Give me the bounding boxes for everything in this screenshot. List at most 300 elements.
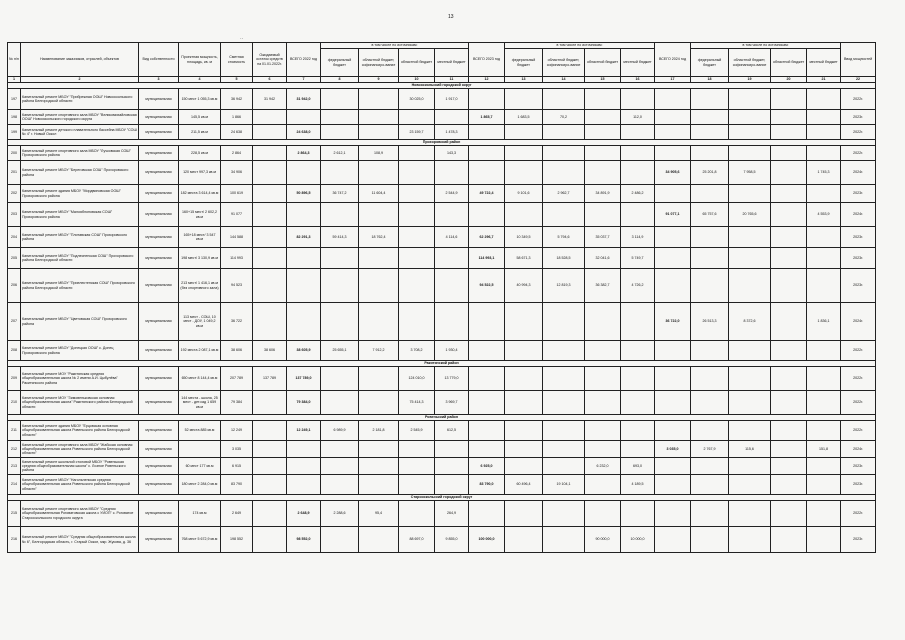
table-cell: [621, 303, 655, 341]
object-name: Капитальный ремонт здания МБОУ "Ерцовская основная общеобразовательная школа Ровеньского района Белгородской области": [21, 421, 139, 441]
row-number: 210: [8, 391, 21, 415]
table-cell: 34 905,6: [655, 161, 691, 185]
table-cell: 94 522,5: [469, 269, 505, 303]
table-cell: 65 757,6: [691, 203, 729, 227]
table-cell: [807, 110, 841, 125]
table-cell: 2 486,2: [621, 185, 655, 203]
table-cell: 38 606: [253, 341, 287, 361]
row-number: 200: [8, 146, 21, 161]
table-cell: 1 836,1: [807, 303, 841, 341]
table-row: [8, 475, 876, 495]
table-cell: [469, 441, 505, 458]
table-cell: [543, 161, 585, 185]
table-header: [8, 43, 876, 83]
table-cell: 12 249,1: [287, 421, 321, 441]
table-cell: 174 кв.м: [179, 501, 221, 527]
table-cell: [771, 475, 807, 495]
table-cell: 228,5 кв.м: [179, 146, 221, 161]
table-cell: муниципальная: [139, 475, 179, 495]
table-cell: [729, 185, 771, 203]
table-row: [8, 303, 876, 341]
table-cell: [655, 248, 691, 269]
table-cell: 1 865,7: [469, 110, 505, 125]
table-cell: [543, 303, 585, 341]
table-cell: [359, 303, 399, 341]
table-row: [8, 203, 876, 227]
table-cell: [359, 367, 399, 391]
table-cell: 75 414,3: [399, 391, 435, 415]
table-cell: 650 мест 8 144,4 кв.м: [179, 367, 221, 391]
table-cell: [729, 458, 771, 475]
table-cell: [691, 248, 729, 269]
table-cell: [621, 391, 655, 415]
table-cell: [505, 391, 543, 415]
table-cell: [771, 458, 807, 475]
column-number: 18: [691, 77, 729, 83]
table-cell: [505, 501, 543, 527]
row-number: 199: [8, 125, 21, 140]
object-name: Капитальный ремонт МБОУ "Приелестенская СОШ" Прохоровского района Белгородской области: [21, 269, 139, 303]
table-cell: муниципальная: [139, 391, 179, 415]
table-cell: 115,6: [729, 441, 771, 458]
table-cell: 36 382,7: [585, 269, 621, 303]
object-name: Капитальный ремонт спортивного зала МБОУ "Жабская основная общеобразовательная школа Ровеньского района Белгородской области": [21, 441, 139, 458]
table-cell: 160+15 мест/ 2 602,2 кв.м: [179, 203, 221, 227]
table-cell: 2 544,9: [435, 185, 469, 203]
table-cell: [253, 458, 287, 475]
table-cell: [691, 110, 729, 125]
table-cell: 100 619: [221, 185, 253, 203]
column-number: 6: [253, 77, 287, 83]
object-name: Капитальный ремонт МБОУ "Донецкая ООШ" с. Донец Прохоровского района: [21, 341, 139, 361]
header-regional-2024: областной бюджет: [771, 49, 807, 77]
table-cell: 2022г.: [841, 367, 876, 391]
table-cell: 38 606: [221, 341, 253, 361]
table-cell: [771, 89, 807, 110]
table-cell: [359, 441, 399, 458]
table-cell: [729, 501, 771, 527]
table-cell: 2 864,3: [287, 146, 321, 161]
table-cell: 25 655,1: [321, 341, 359, 361]
table-cell: 7 958,5: [729, 161, 771, 185]
table-cell: [505, 203, 543, 227]
table-cell: [807, 269, 841, 303]
table-cell: [771, 161, 807, 185]
object-name: Капитальный ремонт спортивного зала МБОУ "Лучковская СОШ" Прохоровского района: [21, 146, 139, 161]
table-cell: 2023г.: [841, 475, 876, 495]
header-sources-2023: в том числе по источникам:: [505, 43, 655, 49]
table-cell: 49 722,4: [469, 185, 505, 203]
table-cell: [399, 203, 435, 227]
table-cell: [505, 146, 543, 161]
table-cell: 211,5 кв.м: [179, 125, 221, 140]
table-row: [8, 391, 876, 415]
table-cell: [359, 391, 399, 415]
table-cell: [655, 227, 691, 248]
table-cell: [399, 227, 435, 248]
table-cell: 2022г.: [841, 421, 876, 441]
table-cell: 2 545,9: [399, 421, 435, 441]
table-cell: [435, 458, 469, 475]
table-row: [8, 146, 876, 161]
table-cell: 26 513,3: [691, 303, 729, 341]
table-cell: 4 726,2: [621, 269, 655, 303]
table-cell: 34 891,9: [585, 185, 621, 203]
table-cell: 5 794,6: [543, 227, 585, 248]
table-cell: [321, 475, 359, 495]
table-cell: [399, 185, 435, 203]
table-cell: [435, 269, 469, 303]
table-cell: 25 201,8: [691, 161, 729, 185]
table-cell: [435, 441, 469, 458]
table-cell: 9 855,0: [435, 527, 469, 553]
table-cell: [359, 527, 399, 553]
column-number: 16: [621, 77, 655, 83]
table-cell: 34 906: [221, 161, 253, 185]
table-cell: [585, 441, 621, 458]
table-cell: [469, 161, 505, 185]
table-row: [8, 89, 876, 110]
table-cell: [321, 441, 359, 458]
table-cell: [585, 125, 621, 140]
header-regional-cofin-2022: областной бюджет, софинансиро-вание: [359, 49, 399, 77]
table-cell: 1 683,5: [505, 110, 543, 125]
table-cell: [691, 89, 729, 110]
header-regional-2022: областной бюджет: [399, 49, 435, 77]
table-cell: 36 722,0: [655, 303, 691, 341]
header-cost: Сметная стоимость: [221, 43, 253, 77]
object-name: Капитальный ремонт МБОУ "Нагольненская средняя общеобразовательная школа Ровеньского района Белгородской области": [21, 475, 139, 495]
table-cell: [543, 527, 585, 553]
table-cell: [399, 475, 435, 495]
table-cell: 94 523: [221, 269, 253, 303]
table-cell: [435, 248, 469, 269]
table-cell: 113 мест - СОШ, 10 мест - ДОУ, 1 049,2 кв.м: [179, 303, 221, 341]
table-cell: 2022г.: [841, 341, 876, 361]
row-number: 203: [8, 203, 21, 227]
table-cell: [807, 527, 841, 553]
table-cell: [287, 110, 321, 125]
table-cell: 124 010,0: [399, 367, 435, 391]
header-regional-2023: областной бюджет: [585, 49, 621, 77]
table-cell: [469, 501, 505, 527]
table-cell: [691, 458, 729, 475]
table-cell: [505, 441, 543, 458]
table-cell: 2022г.: [841, 391, 876, 415]
column-number: 22: [841, 77, 876, 83]
table-cell: [399, 248, 435, 269]
column-number: 8: [321, 77, 359, 83]
table-cell: муниципальная: [139, 303, 179, 341]
capital-repair-table: [7, 42, 876, 553]
table-cell: [543, 146, 585, 161]
column-number: 20: [771, 77, 807, 83]
table-cell: [585, 89, 621, 110]
table-cell: [359, 89, 399, 110]
header-sources-2022: в том числе по источникам:: [321, 43, 469, 49]
header-total-2024: ВСЕГО 2024 год: [655, 43, 691, 77]
table-cell: муниципальная: [139, 501, 179, 527]
table-cell: муниципальная: [139, 441, 179, 458]
table-cell: [321, 458, 359, 475]
row-number: 202: [8, 185, 21, 203]
table-cell: [505, 458, 543, 475]
object-name: Капитальный ремонт МОУ "Ракитянская средняя общеобразовательная школа № 2 имени А.И. Цыбулёва" Ракитянского района: [21, 367, 139, 391]
table-cell: [287, 441, 321, 458]
header-capacity: Проектная мощность, площадь, кв. м: [179, 43, 221, 77]
object-name: Капитальный ремонт МОУ "Зимовеньковская основная общеобразовательная школа" Ракитянского района Белгородской области: [21, 391, 139, 415]
table-cell: [287, 248, 321, 269]
table-cell: [505, 161, 543, 185]
table-cell: [543, 89, 585, 110]
table-cell: муниципальная: [139, 125, 179, 140]
column-number: 21: [807, 77, 841, 83]
table-cell: 12 819,3: [543, 269, 585, 303]
table-cell: [655, 125, 691, 140]
table-cell: 198 мест/ 3 130,9 кв.м: [179, 248, 221, 269]
table-cell: [729, 341, 771, 361]
object-name: Капитальный ремонт МБОУ "Плотавская СОШ" Прохоровского района: [21, 227, 139, 248]
table-cell: [691, 527, 729, 553]
table-cell: [585, 421, 621, 441]
table-cell: муниципальная: [139, 341, 179, 361]
row-number: 208: [8, 341, 21, 361]
table-cell: [287, 458, 321, 475]
table-cell: [655, 475, 691, 495]
table-cell: [469, 125, 505, 140]
object-name: Капитальный ремонт МБОУ "Малояблоновская СОШ" Прохоровского района: [21, 203, 139, 227]
table-cell: 108,9: [359, 146, 399, 161]
table-cell: 1 866: [221, 110, 253, 125]
table-cell: [253, 421, 287, 441]
table-cell: муниципальная: [139, 458, 179, 475]
table-cell: 24 638: [221, 125, 253, 140]
table-cell: [287, 475, 321, 495]
table-cell: [253, 248, 287, 269]
table-cell: [321, 391, 359, 415]
table-cell: [807, 501, 841, 527]
table-cell: [807, 185, 841, 203]
table-cell: [585, 475, 621, 495]
section-title: Старооскольский городской округ: [8, 495, 876, 501]
table-cell: [505, 125, 543, 140]
object-name: Капитальный ремонт МБОУ "Цветовская СОШ" Прохоровского района: [21, 303, 139, 341]
header-local-2024: местный бюджет: [807, 49, 841, 77]
table-cell: [505, 89, 543, 110]
table-cell: [807, 391, 841, 415]
row-number: 197: [8, 89, 21, 110]
table-cell: [287, 161, 321, 185]
table-cell: 35 037,7: [585, 227, 621, 248]
object-name: Капитальный ремонт школьной столовой МБОУ "Ровеньская средняя общеобразовательная школа" с. Лозное Ровеньского района: [21, 458, 139, 475]
table-row: [8, 161, 876, 185]
table-cell: [771, 269, 807, 303]
table-cell: [469, 303, 505, 341]
table-cell: [621, 203, 655, 227]
table-cell: 264,9: [435, 501, 469, 527]
table-cell: [435, 475, 469, 495]
table-cell: 3 969,7: [435, 391, 469, 415]
table-cell: [621, 367, 655, 391]
table-cell: [771, 527, 807, 553]
row-number: 201: [8, 161, 21, 185]
table-cell: [321, 161, 359, 185]
table-cell: 40 994,3: [505, 269, 543, 303]
section-title: Новооскольский городской округ: [8, 83, 876, 89]
table-cell: 82 291,3: [287, 227, 321, 248]
table-cell: 2024г.: [841, 203, 876, 227]
table-cell: [729, 475, 771, 495]
table-cell: 79 384: [221, 391, 253, 415]
table-cell: [691, 185, 729, 203]
table-cell: [321, 527, 359, 553]
table-cell: 18 762,4: [359, 227, 399, 248]
table-cell: 2 864: [221, 146, 253, 161]
column-number: 15: [585, 77, 621, 83]
table-cell: 112,0: [621, 110, 655, 125]
table-cell: 10 000,0: [621, 527, 655, 553]
table-cell: [399, 303, 435, 341]
table-cell: 198 552: [221, 527, 253, 553]
table-cell: [321, 367, 359, 391]
section-title: Ровеньский район: [8, 415, 876, 421]
table-cell: [505, 421, 543, 441]
row-number: 215: [8, 501, 21, 527]
header-local-2022: местный бюджет: [435, 49, 469, 77]
object-name: Капитальный ремонт МБОУ "Подлесненская СОШ" Прохоровского района Белгородской области: [21, 248, 139, 269]
column-number: 9: [359, 77, 399, 83]
table-cell: 180 мест 2 284,0 кв.м: [179, 475, 221, 495]
table-cell: 32 041,6: [585, 248, 621, 269]
table-cell: [655, 269, 691, 303]
table-cell: [253, 125, 287, 140]
table-cell: [621, 89, 655, 110]
table-cell: 1 917,0: [435, 89, 469, 110]
column-number: 5: [221, 77, 253, 83]
table-row: [8, 367, 876, 391]
table-cell: 2024г.: [841, 161, 876, 185]
table-cell: 2023г.: [841, 269, 876, 303]
table-cell: [691, 421, 729, 441]
table-cell: 52 места 885 кв.м: [179, 421, 221, 441]
row-number: 207: [8, 303, 21, 341]
table-cell: 58 671,3: [505, 248, 543, 269]
table-cell: [359, 110, 399, 125]
table-cell: 79 384,0: [287, 391, 321, 415]
table-cell: [543, 125, 585, 140]
table-row: [8, 227, 876, 248]
table-cell: [435, 110, 469, 125]
table-cell: [621, 125, 655, 140]
table-cell: [179, 441, 221, 458]
table-cell: 165+18 мест/ 3 547 кв.м: [179, 227, 221, 248]
table-cell: 100 000,0: [469, 527, 505, 553]
table-cell: [287, 203, 321, 227]
table-cell: 18 528,5: [543, 248, 585, 269]
table-cell: [585, 341, 621, 361]
column-number: 2: [21, 77, 139, 83]
table-cell: 90 000,0: [585, 527, 621, 553]
object-name: Капитальный ремонт спортивного зала МБОУ "Великомихайловская ООШ" Новооскольского городского округа: [21, 110, 139, 125]
table-cell: [729, 227, 771, 248]
table-cell: [691, 391, 729, 415]
row-number: 204: [8, 227, 21, 248]
table-cell: 3 114,9: [621, 227, 655, 248]
table-cell: муниципальная: [139, 421, 179, 441]
table-cell: [771, 421, 807, 441]
row-number: 205: [8, 248, 21, 269]
table-cell: муниципальная: [139, 527, 179, 553]
table-cell: [771, 227, 807, 248]
table-cell: [253, 527, 287, 553]
table-cell: [807, 125, 841, 140]
table-row: [8, 458, 876, 475]
table-cell: 4 553,9: [807, 203, 841, 227]
table-cell: [621, 341, 655, 361]
table-cell: муниципальная: [139, 269, 179, 303]
table-cell: 59 414,3: [321, 227, 359, 248]
table-cell: [321, 110, 359, 125]
table-row: [8, 185, 876, 203]
table-cell: муниципальная: [139, 110, 179, 125]
table-cell: [543, 458, 585, 475]
table-cell: [435, 303, 469, 341]
table-cell: [771, 125, 807, 140]
table-cell: [469, 89, 505, 110]
table-cell: [505, 527, 543, 553]
table-cell: [505, 303, 543, 341]
table-cell: 137 789,0: [287, 367, 321, 391]
header-name: Наименование заказчиков, отраслей, объектов: [21, 43, 139, 77]
table-cell: 10 349,5: [505, 227, 543, 248]
table-cell: 91 077,1: [655, 203, 691, 227]
table-cell: 12 249: [221, 421, 253, 441]
table-cell: [655, 110, 691, 125]
table-cell: [729, 421, 771, 441]
table-cell: 60 мест 177 кв.м: [179, 458, 221, 475]
table-cell: [691, 125, 729, 140]
table-cell: 23 159,7: [399, 125, 435, 140]
table-cell: 2 767,9: [691, 441, 729, 458]
table-cell: [469, 391, 505, 415]
table-cell: [807, 89, 841, 110]
table-cell: [621, 161, 655, 185]
table-cell: [585, 391, 621, 415]
table-cell: [543, 391, 585, 415]
table-cell: [321, 303, 359, 341]
table-cell: [505, 367, 543, 391]
table-cell: 114 993,1: [469, 248, 505, 269]
table-cell: [359, 458, 399, 475]
table-cell: [359, 125, 399, 140]
table-cell: [655, 458, 691, 475]
table-cell: [543, 203, 585, 227]
table-cell: [253, 146, 287, 161]
table-cell: [729, 248, 771, 269]
column-number: 12: [469, 77, 505, 83]
table-cell: [253, 441, 287, 458]
table-cell: 150 мест 1 055,3 кв.м: [179, 89, 221, 110]
table-cell: [771, 203, 807, 227]
table-cell: [321, 269, 359, 303]
table-cell: [621, 421, 655, 441]
table-cell: 207 789: [221, 367, 253, 391]
table-cell: [807, 248, 841, 269]
table-cell: [771, 146, 807, 161]
row-number: 214: [8, 475, 21, 495]
table-cell: 3 035: [221, 441, 253, 458]
table-cell: [253, 227, 287, 248]
